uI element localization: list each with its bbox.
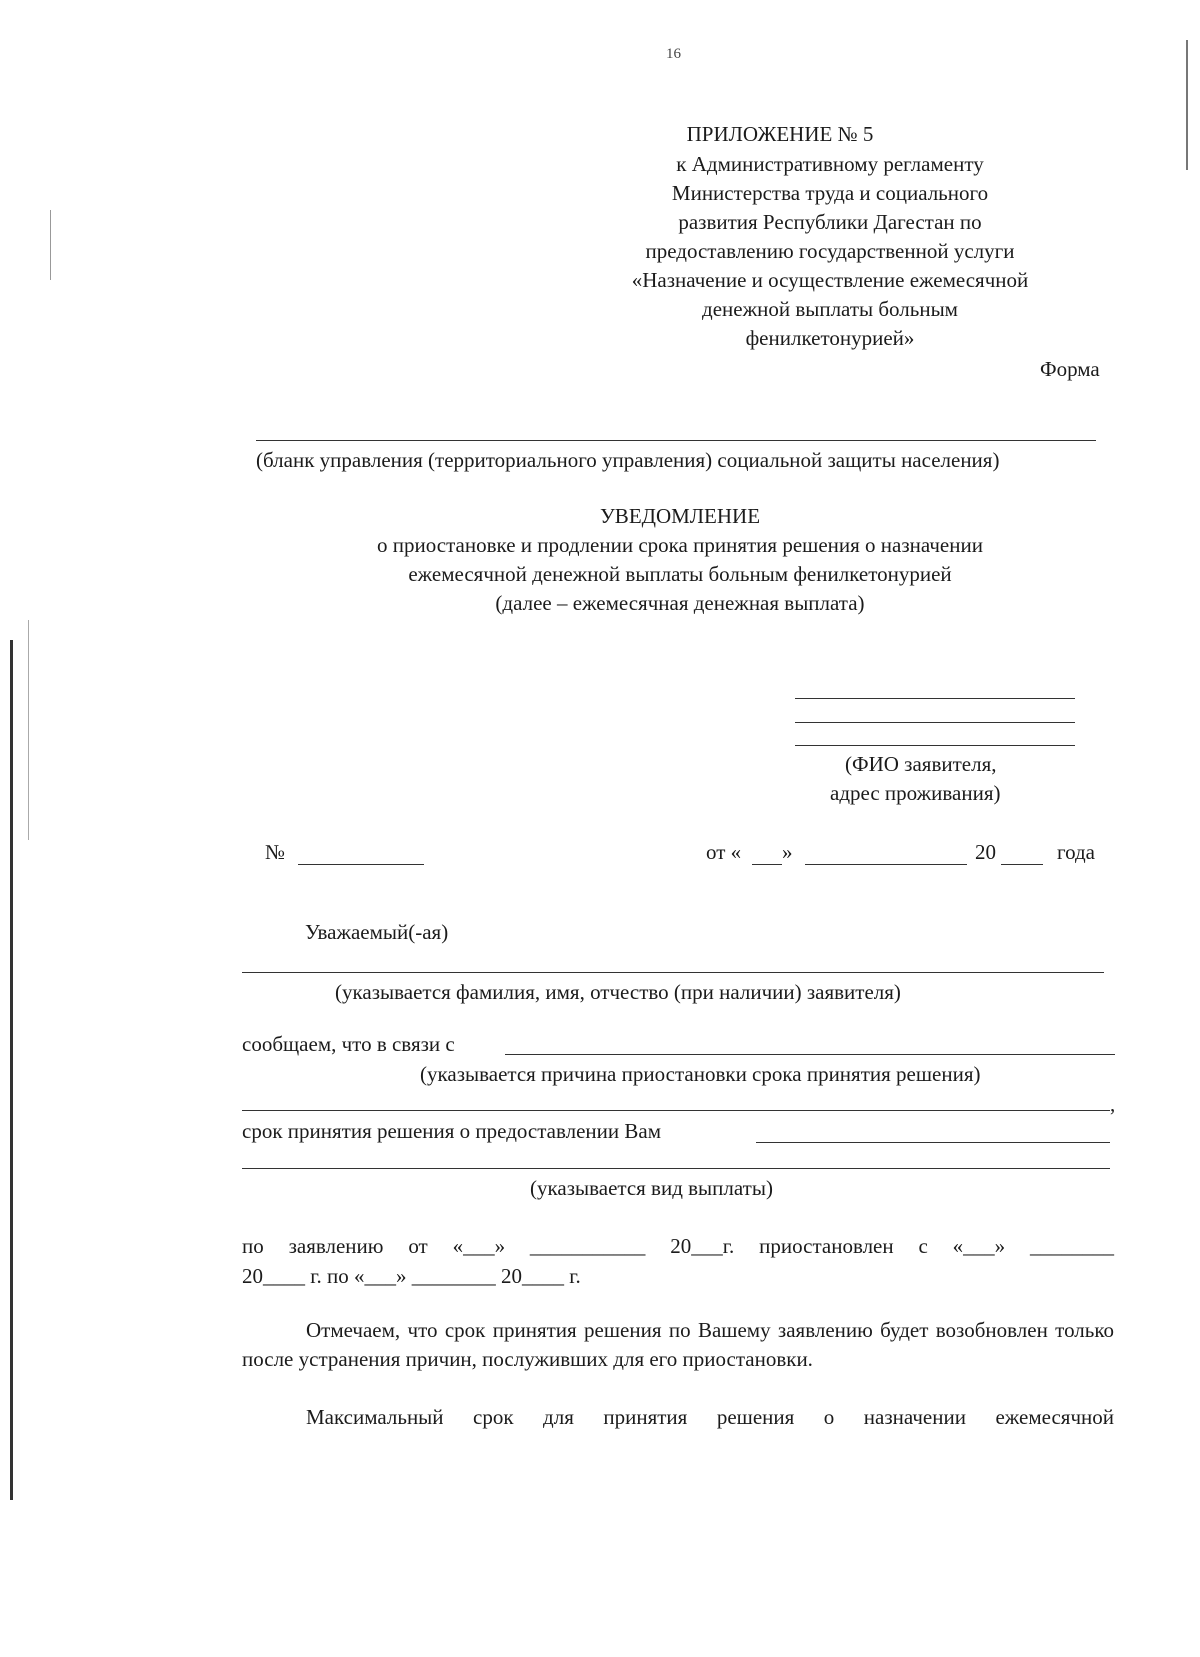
paragraph-1: Отмечаем, что срок принятия решения по Вашему заявлению будет возобновлен только после устранения причин, послуживших для его приостановки. bbox=[242, 1318, 1114, 1371]
date-month-field bbox=[805, 864, 967, 865]
scan-edge-left-upper bbox=[50, 210, 51, 280]
notice-subtitle-3: (далее – ежемесячная денежная выплата) bbox=[495, 591, 865, 615]
greeting: Уважаемый(-ая) bbox=[305, 920, 449, 944]
year-prefix: 20 bbox=[975, 840, 996, 864]
scan-edge-left-faint bbox=[28, 620, 29, 840]
letterhead-line bbox=[256, 440, 1096, 441]
term-line bbox=[756, 1142, 1110, 1143]
notice-title: УВЕДОМЛЕНИЕ bbox=[599, 504, 761, 528]
term-label: срок принятия решения о предоставлении Вам bbox=[242, 1119, 662, 1143]
year-field bbox=[1001, 864, 1043, 865]
notice-subtitle-2: ежемесячной денежной выплаты больным фенилкетонурией bbox=[408, 562, 952, 586]
statement-line-2: 20____ г. по «___» ________ 20____ г. bbox=[242, 1264, 581, 1288]
date-prefix: от « bbox=[706, 840, 742, 864]
payment-line bbox=[242, 1168, 1110, 1169]
scan-edge-left bbox=[10, 640, 13, 1500]
addressee-line-1 bbox=[795, 698, 1075, 699]
reason-line bbox=[505, 1054, 1115, 1055]
addressee-caption-1: (ФИО заявителя, bbox=[845, 752, 997, 776]
form-label: Форма bbox=[1040, 357, 1100, 381]
reason-line-2 bbox=[242, 1110, 1110, 1111]
payment-caption: (указывается вид выплаты) bbox=[530, 1176, 773, 1200]
statement-line-1: по заявлению от «___» ___________ 20___г. приостановлен с «___» ________ bbox=[242, 1234, 1114, 1258]
applicant-name-line bbox=[242, 972, 1104, 973]
year-suffix: года bbox=[1057, 840, 1095, 864]
notice-subtitle-1: о приостановке и продлении срока принятия решения о назначении bbox=[377, 533, 983, 557]
reason-comma: , bbox=[1110, 1092, 1116, 1116]
number-label: № bbox=[265, 840, 286, 864]
page-number: 16 bbox=[666, 46, 681, 62]
applicant-name-caption: (указывается фамилия, имя, отчество (при наличии) заявителя) bbox=[335, 980, 901, 1004]
appendix-line-2: Министерства труда и социального bbox=[671, 181, 989, 205]
date-day-field bbox=[752, 864, 782, 865]
scan-edge-right bbox=[1186, 40, 1188, 170]
appendix-line-3: развития Республики Дагестан по bbox=[678, 210, 982, 234]
addressee-caption-2: адрес проживания) bbox=[830, 781, 1001, 805]
date-mid: » bbox=[782, 840, 793, 864]
reason-label: сообщаем, что в связи с bbox=[242, 1032, 455, 1056]
appendix-line-1: к Административному регламенту bbox=[676, 152, 984, 176]
addressee-line-3 bbox=[795, 745, 1075, 746]
number-field bbox=[298, 864, 424, 865]
appendix-line-7: фенилкетонурией» bbox=[745, 326, 915, 350]
appendix-line-4: предоставлению государственной услуги bbox=[645, 239, 1015, 263]
letterhead-caption: (бланк управления (территориального управления) социальной защиты населения) bbox=[256, 448, 1000, 472]
reason-caption: (указывается причина приостановки срока принятия решения) bbox=[420, 1062, 981, 1086]
paragraph-2-start: Максимальный срок для принятия решения о назначении ежемесячной bbox=[306, 1405, 1114, 1429]
appendix-title: ПРИЛОЖЕНИЕ № 5 bbox=[686, 122, 874, 146]
addressee-line-2 bbox=[795, 722, 1075, 723]
appendix-line-6: денежной выплаты больным bbox=[702, 297, 958, 321]
appendix-line-5: «Назначение и осуществление ежемесячной bbox=[631, 268, 1029, 292]
